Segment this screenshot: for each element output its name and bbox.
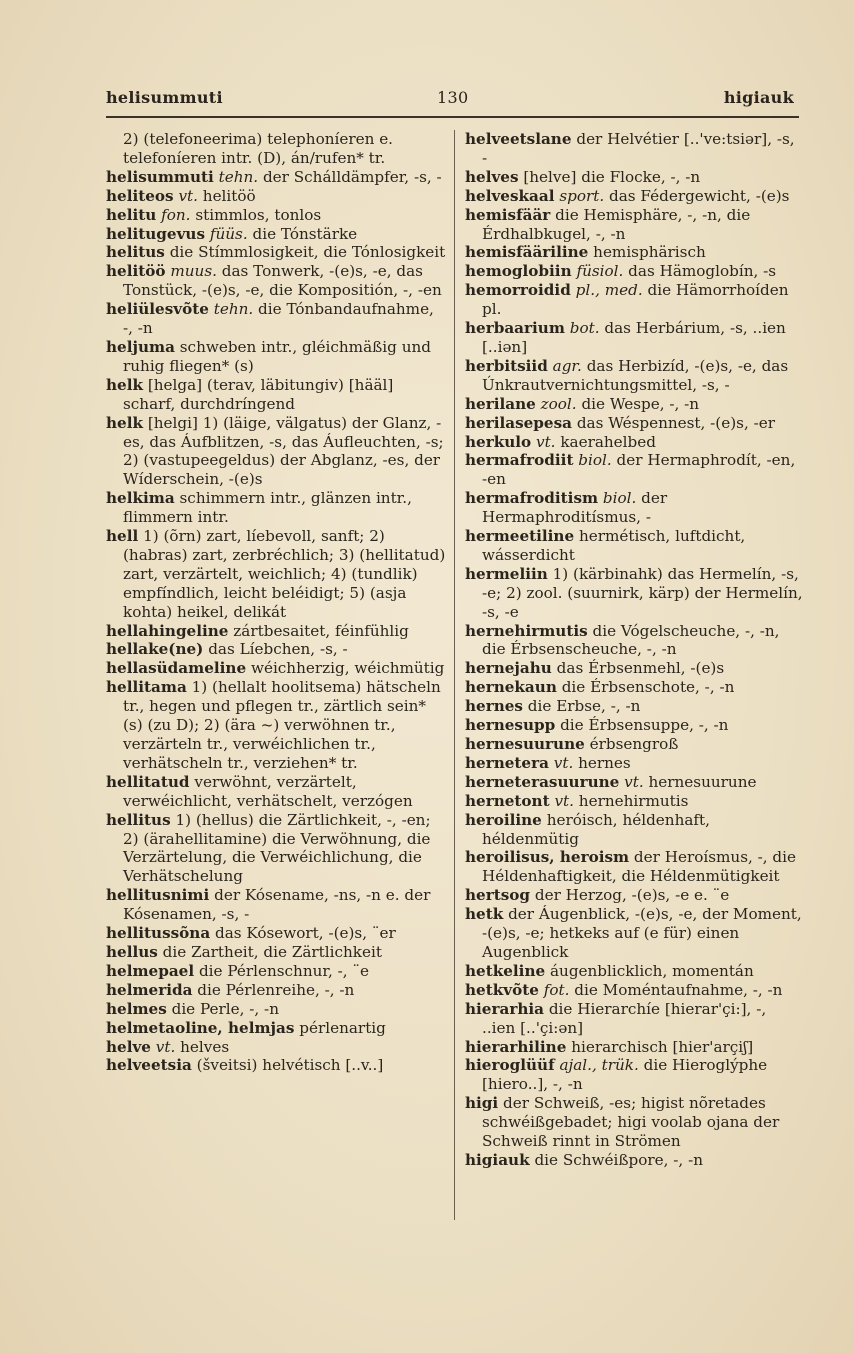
entry-definition: helitöö — [202, 186, 256, 205]
header-rule — [106, 116, 799, 118]
entry-definition: 1) (hellalt hoolitsema) hätscheln tr., hegen und pflegen tr., zärtlich sein* (s) (zu D); 2) (ära ~) verwöhnen tr., verzärteln tr., verwéichlichen tr., verhätscheln tr., verziehen* tr. — [123, 678, 441, 772]
dictionary-entry — [465, 262, 803, 281]
dictionary-entry — [465, 527, 803, 565]
entry-usage-label: vt. — [155, 1037, 176, 1056]
entry-headword: heroilisus, heroism — [465, 848, 630, 867]
entry-headword: helmetaoline, helmjas — [106, 1018, 295, 1037]
page-number: 130 — [437, 88, 469, 107]
entry-usage-label: fon. — [161, 205, 191, 224]
entry-definition: schweben intr., gléichmäßig und ruhig fliegen* (s) — [123, 337, 431, 375]
dictionary-entry — [465, 1000, 803, 1038]
entry-usage-label: muus. — [170, 262, 217, 281]
dictionary-entry — [106, 1056, 446, 1075]
dictionary-entry — [106, 1000, 446, 1019]
entry-headword: higiauk — [465, 1150, 530, 1169]
left-column — [106, 130, 446, 1075]
dictionary-entry — [465, 792, 803, 811]
entry-headword: hell — [106, 527, 139, 546]
entry-definition: das Hämoglobín, -s — [628, 262, 777, 281]
dictionary-entry — [465, 206, 803, 244]
entry-headword: hellitussõna — [106, 924, 211, 943]
entry-definition: hierarchisch [hier'arçiʃ] — [571, 1037, 754, 1056]
entry-definition: die Perle, -, -n — [171, 999, 279, 1018]
entry-usage-label: biol. — [602, 489, 637, 508]
entry-headword: helveetsia — [106, 1056, 192, 1075]
dictionary-entry — [106, 489, 446, 527]
dictionary-entry — [106, 130, 446, 168]
dictionary-entry — [106, 924, 446, 943]
entry-definition: die Stímmlosigkeit, die Tónlosigkeit — [169, 243, 446, 262]
entry-usage-label: vt. — [536, 432, 556, 451]
column-divider — [454, 130, 455, 1220]
entry-definition: pérlenartig — [299, 1018, 386, 1037]
entry-headword: herneterasuurune — [465, 772, 620, 791]
entry-definition: das Tonwerk, -(e)s, -e, das Tonstück, -(e)s, -e, die Kompositión, -, -en — [123, 262, 442, 300]
dictionary-entry — [465, 659, 803, 678]
entry-definition: hernehirmutis — [578, 791, 689, 810]
right-column — [465, 130, 803, 1170]
dictionary-entry — [106, 338, 446, 376]
dictionary-entry — [465, 130, 803, 168]
entry-headword: herilane — [465, 394, 536, 413]
dictionary-entry — [465, 243, 803, 262]
dictionary-entry — [465, 735, 803, 754]
entry-definition: die Zartheit, die Zärtlichkeit — [162, 942, 382, 961]
entry-headword: hetkeline — [465, 961, 546, 980]
entry-headword: hertsog — [465, 886, 531, 905]
entry-headword: helveskaal — [465, 186, 555, 205]
entry-definition: der Schweiß, -es; higist nõretades schwéißgebadet; higi voolab ojana der Schweiß rinnt in Strömen — [482, 1094, 780, 1151]
entry-definition: 1) (õrn) zart, líebevoll, sanft; 2) (habras) zart, zerbréchlich; 3) (hellitatud) zart, verzärtelt, weichlich; 4) (tundlik) empfíndlich, leicht beléidigt; 5) (asja kohta) heikel, delikát — [123, 527, 446, 621]
entry-headword: hermeetiline — [465, 527, 575, 546]
dictionary-entry — [106, 206, 446, 225]
entry-definition: der Helvétier [..'ve:tsiər], -s, - — [482, 130, 795, 167]
entry-headword: helitu — [106, 205, 157, 224]
dictionary-entry — [465, 489, 803, 527]
entry-definition: die Hieroglýphe [hiero..], -, -n — [482, 1056, 768, 1094]
dictionary-entry — [465, 678, 803, 697]
entry-usage-label: ajal., trük. — [559, 1056, 639, 1075]
entry-definition: hernes — [578, 753, 631, 772]
dictionary-entry — [465, 1056, 803, 1094]
entry-definition: érbsengroß — [589, 735, 679, 753]
entry-definition: hernesuurune — [648, 772, 757, 791]
dictionary-entry — [106, 1019, 446, 1038]
dictionary-entry — [106, 414, 446, 490]
entry-headword: hernesupp — [465, 716, 556, 735]
dictionary-entry — [465, 1151, 803, 1170]
dictionary-entry — [465, 697, 803, 716]
entry-headword: hemorroidid — [465, 281, 571, 300]
entry-definition: das Wéspennest, -(e)s, -er — [576, 413, 775, 432]
entry-definition: die Érbsenschote, -, -n — [561, 678, 735, 697]
entry-headword: heliülesvõte — [106, 300, 209, 319]
entry-definition: schimmern intr., glänzen intr., flimmern intr. — [123, 489, 412, 527]
entry-definition: áugenblicklich, momentán — [549, 961, 754, 980]
entry-headword: hetkvõte — [465, 980, 539, 999]
entry-headword: hernes — [465, 697, 523, 716]
entry-headword: heliteos — [106, 186, 174, 205]
entry-definition: der Hermaphrodít, -en, -en — [482, 451, 796, 489]
entry-headword: hellus — [106, 942, 158, 961]
entry-definition: die Hierarchíe [hierar'çi:], -, ..ien [..'çi:ən] — [482, 999, 767, 1037]
entry-definition: der Heroísmus, -, die Héldenhaftigkeit, die Héldenmütigkeit — [482, 848, 796, 886]
entry-usage-label: füüs. — [209, 224, 248, 243]
dictionary-entry — [106, 225, 446, 244]
entry-headword: hemoglobiin — [465, 262, 572, 281]
entry-definition: zártbesaitet, féinfühlig — [233, 621, 409, 640]
entry-definition: der Hermaphroditísmus, - — [482, 489, 668, 527]
entry-definition: die Hämorrhoíden pl. — [482, 281, 789, 319]
entry-definition: heróisch, héldenhaft, héldenmütig — [482, 810, 710, 848]
entry-headword: hetk — [465, 905, 504, 924]
dictionary-entry — [465, 168, 803, 187]
entry-headword: helisummuti — [106, 167, 214, 186]
entry-usage-label: vt. — [624, 772, 644, 791]
dictionary-entry — [106, 262, 446, 300]
dictionary-entry — [465, 848, 803, 886]
entry-usage-label: tehn. — [218, 167, 259, 186]
dictionary-entry — [106, 811, 446, 887]
entry-usage-label: agr. — [552, 356, 582, 375]
entry-usage-label: vt. — [178, 186, 198, 205]
dictionary-entry — [465, 187, 803, 206]
entry-definition: (šveitsi) helvétisch [..v..] — [196, 1056, 384, 1075]
entry-definition: die Pérlenschnur, -, ¨e — [198, 961, 370, 980]
entry-definition: hermétisch, luftdicht, wásserdicht — [482, 527, 746, 564]
entry-definition: das Herbárium, -s, ..ien [..iən] — [482, 319, 786, 356]
entry-definition: 2) (telefoneerima) telephoníeren e. telefoníeren intr. (D), án/rufen* tr. — [123, 130, 394, 167]
dictionary-entry — [465, 773, 803, 792]
entry-headword: hernesuurune — [465, 735, 585, 753]
dictionary-entry — [106, 640, 446, 659]
entry-definition: die Erbse, -, -n — [527, 697, 641, 716]
dictionary-entry — [465, 395, 803, 414]
entry-definition: der Schálldämpfer, -s, - — [262, 167, 442, 186]
entry-headword: hernetera — [465, 753, 549, 772]
entry-headword: higi — [465, 1094, 499, 1113]
entry-usage-label: füsiol. — [576, 262, 624, 281]
dictionary-entry — [465, 716, 803, 735]
entry-headword: helitugevus — [106, 224, 206, 243]
dictionary-entry — [465, 281, 803, 319]
entry-definition: der Áugenblick, -(e)s, -e, der Moment, -(e)s, -e; hetkeks auf (e für) einen Augenblick — [482, 905, 802, 961]
entry-usage-label: sport. — [559, 186, 605, 205]
dictionary-entry — [465, 433, 803, 452]
entry-headword: hellitus — [106, 810, 171, 829]
entry-definition: der Kósename, -ns, -n e. der Kósenamen, -s, - — [123, 886, 431, 924]
entry-headword: helmerida — [106, 980, 193, 999]
entry-headword: helitus — [106, 243, 165, 262]
entry-headword: herbaarium — [465, 319, 565, 338]
entry-headword: hernetont — [465, 791, 550, 810]
entry-usage-label: pl., med. — [575, 281, 643, 300]
dictionary-entry — [106, 886, 446, 924]
entry-headword: hermafroditism — [465, 489, 599, 508]
entry-definition: die Wespe, -, -n — [581, 394, 700, 413]
entry-definition: die Tónstärke — [252, 224, 358, 243]
running-head-first-entry: helisummuti — [106, 88, 223, 107]
entry-headword: helmepael — [106, 961, 195, 980]
dictionary-entry — [465, 565, 803, 622]
dictionary-entry — [106, 376, 446, 414]
entry-usage-label: vt. — [554, 791, 574, 810]
entry-headword: helmes — [106, 999, 167, 1018]
entry-headword: hierarhia — [465, 999, 544, 1018]
entry-headword: herbitsiid — [465, 356, 548, 375]
entry-usage-label: zool. — [540, 394, 577, 413]
dictionary-entry — [465, 414, 803, 433]
dictionary-entry — [106, 622, 446, 641]
entry-definition: stimmlos, tonlos — [195, 205, 322, 224]
entry-headword: hermafrodiit — [465, 451, 574, 470]
dictionary-entry — [465, 886, 803, 905]
dictionary-entry — [465, 1094, 803, 1151]
entry-headword: helve — [106, 1037, 151, 1056]
dictionary-entry — [106, 187, 446, 206]
dictionary-entry — [106, 168, 446, 187]
entry-definition: der Herzog, -(e)s, -e e. ¨e — [534, 886, 730, 905]
entry-headword: heljuma — [106, 337, 175, 356]
entry-headword: hernehirmutis — [465, 621, 588, 640]
dictionary-entry — [465, 905, 803, 962]
entry-headword: hernekaun — [465, 678, 557, 697]
entry-headword: herilasepesa — [465, 413, 572, 432]
entry-definition: helves — [180, 1037, 230, 1056]
dictionary-entry — [106, 527, 446, 622]
entry-definition: [helve] die Flocke, -, -n — [523, 167, 701, 186]
entry-usage-label: fot. — [543, 980, 570, 999]
entry-usage-label: tehn. — [213, 300, 254, 319]
dictionary-entry — [465, 319, 803, 357]
entry-definition: die Pérlenreihe, -, -n — [197, 980, 355, 999]
entry-definition: [helgi] 1) (läige, välgatus) der Glanz, -es, das Áufblitzen, -s, das Áufleuchten, -s; 2) (vastupeegeldus) der Abglanz, -es, der Wíderschein, -(e)s — [123, 413, 444, 489]
entry-definition: 1) (kärbinahk) das Hermelín, -s, -e; 2) zool. (suurnirk, kärp) der Hermelín, -s, -e — [482, 564, 803, 621]
entry-headword: herkulo — [465, 432, 532, 451]
entry-definition: [helga] (terav, läbitungiv) [hääl] scharf, durchdríngend — [123, 375, 394, 413]
dictionary-entry — [106, 943, 446, 962]
entry-definition: verwöhnt, verzärtelt, verwéichlicht, verhätschelt, verzógen — [123, 772, 413, 810]
dictionary-entry — [106, 678, 446, 773]
dictionary-entry — [465, 1038, 803, 1057]
dictionary-entry — [465, 811, 803, 849]
entry-definition: die Érbsensuppe, -, -n — [560, 716, 729, 735]
entry-headword: helk — [106, 375, 143, 394]
entry-definition: die Schwéißpore, -, -n — [534, 1150, 703, 1169]
entry-headword: hernejahu — [465, 659, 552, 678]
entry-headword: hieroglüüf — [465, 1056, 555, 1075]
entry-definition: das Fédergewicht, -(e)s — [609, 186, 790, 205]
entry-headword: hemisfääriline — [465, 243, 589, 262]
entry-definition: das Kósewort, -(e)s, ¨er — [215, 924, 396, 943]
dictionary-entry — [465, 981, 803, 1000]
entry-headword: helk — [106, 413, 143, 432]
dictionary-entry — [106, 300, 446, 338]
entry-definition: die Vógelscheuche, -, -n, die Érbsenscheuche, -, -n — [482, 621, 780, 659]
entry-definition: wéichherzig, wéichmütig — [250, 659, 445, 678]
entry-headword: hellahingeline — [106, 621, 229, 640]
entry-definition: das Érbsenmehl, -(e)s — [556, 659, 725, 678]
entry-definition: das Líebchen, -s, - — [208, 640, 348, 659]
entry-headword: hemisfäär — [465, 205, 551, 224]
entry-definition: kaerahelbed — [560, 432, 656, 451]
entry-headword: helitöö — [106, 262, 166, 281]
dictionary-entry — [465, 754, 803, 773]
entry-headword: helkima — [106, 489, 175, 508]
entry-definition: die Hemisphäre, -, -n, die Érdhalbkugel, -, -n — [482, 205, 751, 243]
entry-headword: hellitatud — [106, 772, 190, 791]
dictionary-entry — [465, 962, 803, 981]
dictionary-entry — [106, 1038, 446, 1057]
entry-headword: helveetslane — [465, 130, 572, 148]
entry-definition: die Moméntaufnahme, -, -n — [574, 980, 783, 999]
entry-usage-label: bot. — [569, 319, 600, 338]
entry-headword: hellasüdameline — [106, 659, 247, 678]
dictionary-entry — [106, 962, 446, 981]
dictionary-entry — [106, 981, 446, 1000]
entry-headword: heroiline — [465, 810, 542, 829]
dictionary-entry — [465, 451, 803, 489]
entry-headword: hellitusnimi — [106, 886, 210, 905]
entry-headword: helves — [465, 167, 519, 186]
dictionary-entry — [465, 357, 803, 395]
dictionary-entry — [106, 243, 446, 262]
running-head-last-entry: higiauk — [723, 88, 794, 107]
entry-headword: hermeliin — [465, 564, 548, 583]
entry-headword: hierarhiline — [465, 1037, 567, 1056]
entry-headword: hellake(ne) — [106, 640, 204, 659]
dictionary-entry — [106, 659, 446, 678]
entry-definition: hemisphärisch — [593, 243, 706, 262]
entry-definition: 1) (hellus) die Zärtlichkeit, -, -en; 2) (ärahellitamine) die Verwöhnung, die Verzärtelung, die Verwéichlichung, die Verhätschelung — [123, 810, 431, 886]
entry-usage-label: biol. — [578, 451, 612, 470]
entry-definition: die Tónbandaufnahme, -, -n — [123, 300, 434, 338]
entry-usage-label: vt. — [553, 753, 574, 772]
entry-definition: das Herbizíd, -(e)s, -e, das Únkrautvernichtungsmittel, -s, - — [482, 356, 789, 394]
entry-headword: hellitama — [106, 678, 187, 697]
dictionary-entry — [465, 622, 803, 660]
dictionary-entry — [106, 773, 446, 811]
